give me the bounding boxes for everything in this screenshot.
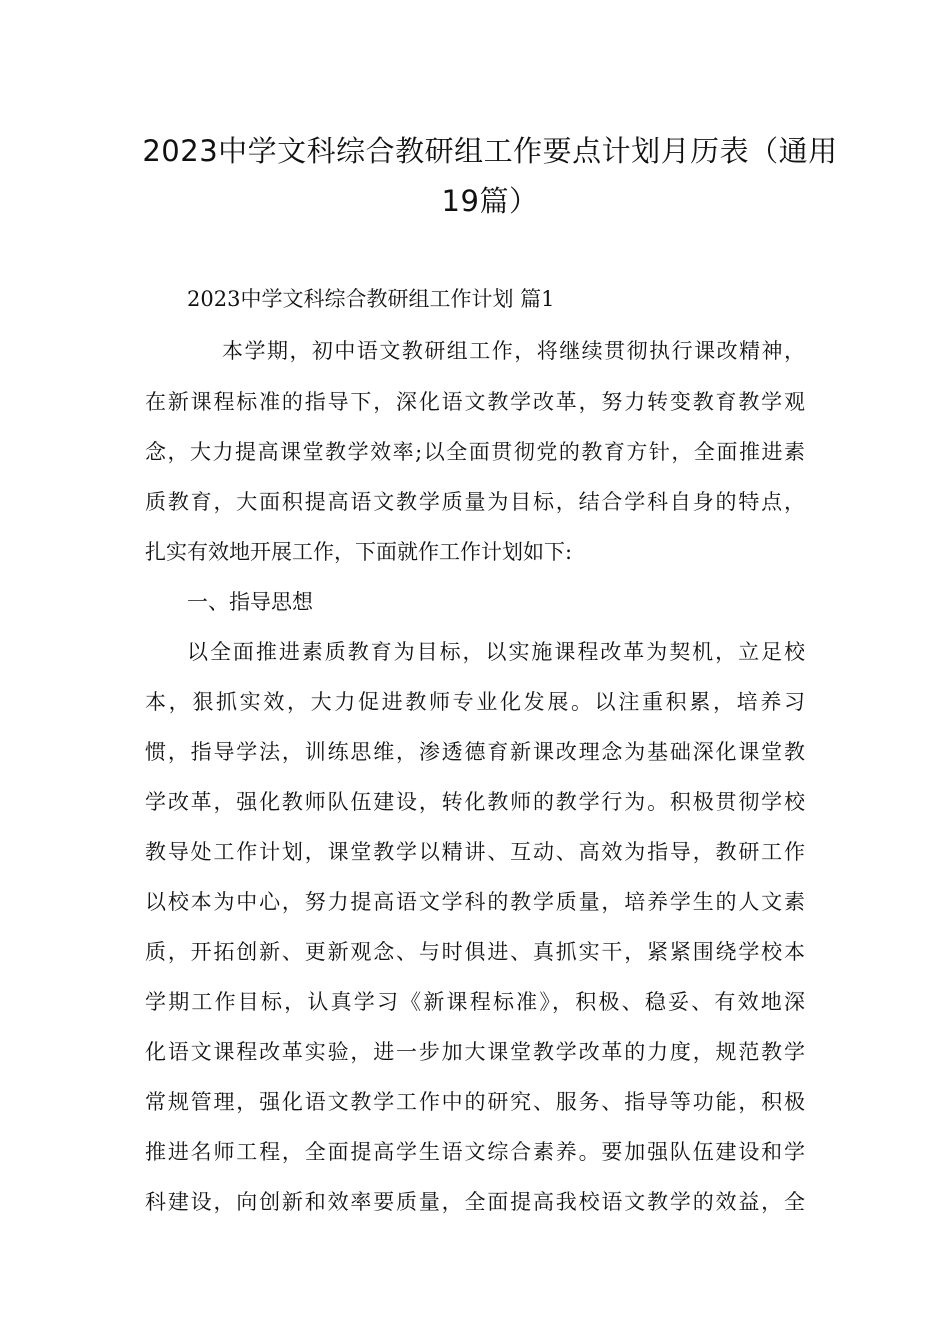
paragraph-2-line-1: 以全面推进素质教育为目标，以实施课程改革为契机，立足校 xyxy=(187,640,805,664)
heading-guiding-ideology: 一、指导思想 xyxy=(187,590,313,614)
paragraph-2-line-10: 常规管理，强化语文教学工作中的研究、服务、指导等功能，积极 xyxy=(145,1090,805,1114)
paragraph-2-line-11: 推进名师工程，全面提高学生语文综合素养。要加强队伍建设和学 xyxy=(145,1140,805,1164)
paragraph-1-line-4: 质教育，大面积提高语文教学质量为目标，结合学科自身的特点， xyxy=(145,490,805,514)
paragraph-2-line-7: 质，开拓创新、更新观念、与时俱进、真抓实干，紧紧围绕学校本 xyxy=(145,940,805,964)
paragraph-2-line-6: 以校本为中心，努力提高语文学科的教学质量，培养学生的人文素 xyxy=(145,890,805,914)
paragraph-2-line-2: 本，狠抓实效，大力促进教师专业化发展。以注重积累，培养习 xyxy=(145,690,805,714)
paragraph-2-line-3: 惯，指导学法，训练思维，渗透德育新课改理念为基础深化课堂教 xyxy=(145,740,805,764)
paragraph-2-line-5: 教导处工作计划，课堂教学以精讲、互动、高效为指导，教研工作 xyxy=(145,840,805,864)
title-line-1: 2023中学文科综合教研组工作要点计划月历表（通用 xyxy=(142,134,838,168)
paragraph-2-line-9: 化语文课程改革实验，进一步加大课堂教学改革的力度，规范教学 xyxy=(145,1040,805,1064)
paragraph-1-line-1: 本学期，初中语文教研组工作，将继续贯彻执行课改精神， xyxy=(222,339,805,363)
paragraph-2-line-4: 学改革，强化教师队伍建设，转化教师的教学行为。积极贯彻学校 xyxy=(145,790,805,814)
section-heading: 2023中学文科综合教研组工作计划 篇1 xyxy=(187,287,555,311)
paragraph-2-line-8: 学期工作目标，认真学习《新课程标准》，积极、稳妥、有效地深 xyxy=(145,990,805,1014)
document-title xyxy=(140,126,840,226)
title-line-2: 19篇） xyxy=(441,184,539,218)
paragraph-2-line-12: 科建设，向创新和效率要质量，全面提高我校语文教学的效益，全 xyxy=(145,1190,805,1214)
paragraph-1-line-2: 在新课程标准的指导下，深化语文教学改革，努力转变教育教学观 xyxy=(145,390,805,414)
paragraph-1-line-5: 扎实有效地开展工作，下面就作工作计划如下: xyxy=(145,540,573,564)
paragraph-1-line-3: 念，大力提高课堂教学效率;以全面贯彻党的教育方针，全面推进素 xyxy=(145,440,805,464)
